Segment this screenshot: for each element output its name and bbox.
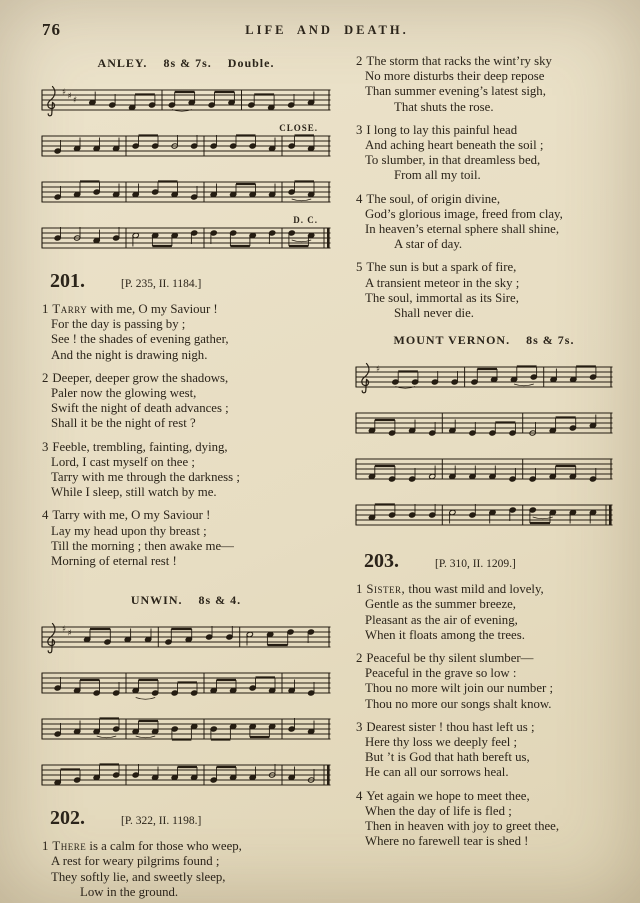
music-staff xyxy=(40,706,332,752)
verse-line: While I sleep, still watch by me. xyxy=(51,485,217,500)
tune-meter: 8s & 7s. xyxy=(163,56,212,70)
verse-line: Thou no more our songs shalt know. xyxy=(365,696,552,711)
hymn-202-continuation-verses xyxy=(354,54,614,321)
verse-line: Then in heaven with joy to greet thee, xyxy=(365,819,560,834)
staff-row xyxy=(40,752,332,798)
svg-text:♯: ♯ xyxy=(376,364,381,375)
staff-direction-label: CLOSE. xyxy=(279,123,318,133)
verse-line: Shall it be the night of rest ? xyxy=(51,416,196,431)
staff-row xyxy=(40,706,332,752)
verse-line: Than summer evening’s latest sigh, xyxy=(365,84,546,99)
tune-extra: Double. xyxy=(227,56,275,70)
verse xyxy=(40,440,332,501)
tune-name: UNWIN. xyxy=(130,593,183,608)
staff-direction-label: D. C. xyxy=(293,215,318,225)
verse-line: 1 Tarry with me, O my Saviour ! xyxy=(42,302,218,316)
svg-text:♯: ♯ xyxy=(73,95,78,106)
verse-number: 5 xyxy=(356,260,363,275)
svg-text:♯: ♯ xyxy=(62,624,67,635)
hymn-reference: [P. 235, II. 1184.] xyxy=(121,278,202,290)
verse-number: 1 xyxy=(356,582,363,597)
verse-line: A star of day. xyxy=(394,237,463,252)
verse xyxy=(354,260,614,321)
verse xyxy=(40,371,332,432)
verse xyxy=(354,192,614,253)
verse-line: 1 Sister, thou wast mild and lovely, xyxy=(356,582,544,597)
svg-text:♯: ♯ xyxy=(67,91,72,102)
verse-line: When it floats among the trees. xyxy=(365,627,525,642)
lead-word: Sister, xyxy=(366,582,406,597)
verse-number: 4 xyxy=(356,191,363,206)
tune-meter: 8s & 4. xyxy=(198,593,242,608)
staff-row xyxy=(354,446,614,492)
verse-number: 3 xyxy=(356,122,363,137)
verse-line: 3 I long to lay this painful head xyxy=(356,122,518,137)
music-staff xyxy=(40,215,332,261)
hymn-203-heading xyxy=(354,550,614,573)
verse xyxy=(354,651,614,712)
staff-row xyxy=(354,400,614,446)
verse-line: Gentle as the summer breeze, xyxy=(365,597,517,612)
verse-line: They softly lie, and sweetly sleep, xyxy=(51,869,226,884)
verse-line: And aching heart beneath the soil ; xyxy=(365,138,544,153)
verse-line: 2 Deeper, deeper grow the shadows, xyxy=(42,370,229,385)
verse-line: And the night is drawing nigh. xyxy=(51,347,208,362)
treble-clef-icon xyxy=(362,364,369,393)
verse-line: The soul, immortal as its Sire, xyxy=(365,290,519,305)
tune-heading-unwin xyxy=(40,593,332,608)
lead-word: There xyxy=(52,839,87,854)
verse-line: To slumber, in that dreamless bed, xyxy=(365,153,541,168)
verse-line: Till the morning ; then awake me— xyxy=(51,538,234,553)
verse xyxy=(354,123,614,184)
svg-text:♯: ♯ xyxy=(62,87,67,98)
verse-line: Where no farewell tear is shed ! xyxy=(365,834,529,849)
left-column xyxy=(40,54,332,903)
verse xyxy=(354,720,614,781)
verse-line: Pleasant as the air of evening, xyxy=(365,612,518,627)
tune-heading-mount-vernon xyxy=(354,333,614,348)
verse-line: Morning of eternal rest ! xyxy=(51,554,177,569)
treble-clef-icon xyxy=(48,624,55,653)
hymn-201-heading xyxy=(40,270,332,293)
verse-line: That shuts the rose. xyxy=(394,99,494,114)
tune-name: ANLEY. xyxy=(97,56,148,70)
music-staff xyxy=(40,614,332,660)
staff-row xyxy=(40,169,332,215)
two-column-layout xyxy=(40,54,614,903)
verse-line: But ’t is God that hath bereft us, xyxy=(365,750,530,765)
verse-line: 4 The soul, of origin divine, xyxy=(356,191,501,206)
hymn-201-verses xyxy=(40,302,332,569)
verse-line: God’s glorious image, freed from clay, xyxy=(365,206,563,221)
staff-row xyxy=(40,660,332,706)
staff-row xyxy=(354,354,614,400)
verse-line: 2 The storm that racks the wint’ry sky xyxy=(356,54,552,68)
music-unwin xyxy=(40,614,332,798)
hymn-202-verses xyxy=(40,839,332,900)
verse-line: Shall never die. xyxy=(394,306,474,321)
verse-line: 4 Yet again we hope to meet thee, xyxy=(356,788,530,803)
tune-meter: 8s & 7s. xyxy=(526,333,575,348)
lead-word: Tarry xyxy=(52,302,88,316)
music-staff xyxy=(40,77,332,123)
verse-number: 2 xyxy=(356,54,363,68)
verse-line: For the day is passing by ; xyxy=(51,317,186,332)
tune-name: MOUNT VERNON. xyxy=(393,333,511,348)
verse-line: 3 Feeble, trembling, fainting, dying, xyxy=(42,439,228,454)
verse xyxy=(354,582,614,643)
verse-line: Paler now the glowing west, xyxy=(51,386,197,401)
hymn-number: 201. xyxy=(50,270,85,292)
right-column xyxy=(354,54,614,903)
verse-line: 3 Dearest sister ! thou hast left us ; xyxy=(356,719,535,734)
staff-row xyxy=(40,614,332,660)
music-staff xyxy=(40,660,332,706)
music-staff xyxy=(354,446,614,492)
music-anley xyxy=(40,77,332,261)
hymn-203-verses xyxy=(354,582,614,849)
verse-line: Thou no more wilt join our number ; xyxy=(365,681,554,696)
music-mount-vernon xyxy=(354,354,614,538)
verse-line: In heaven’s eternal sphere shall shine, xyxy=(365,222,560,237)
verse-line: 5 The sun is but a spark of fire, xyxy=(356,260,517,275)
staff-row xyxy=(40,123,332,169)
music-staff xyxy=(40,752,332,798)
music-staff xyxy=(40,169,332,215)
staff-row xyxy=(40,77,332,123)
verse-line: Lay my head upon thy breast ; xyxy=(51,523,207,538)
staff-row xyxy=(354,492,614,538)
staff-row xyxy=(40,215,332,261)
page-number: 76 xyxy=(42,20,61,39)
verse xyxy=(354,789,614,850)
verse-line: No more disturbs their deep repose xyxy=(365,69,545,84)
verse xyxy=(40,839,332,900)
music-staff xyxy=(354,354,614,400)
verse-line: 2 Peaceful be thy silent slumber— xyxy=(356,651,534,666)
verse-number: 4 xyxy=(42,508,49,523)
hymn-reference: [P. 322, II. 1198.] xyxy=(121,815,202,828)
verse-line: From all my toil. xyxy=(394,168,481,183)
verse-line: Swift the night of death advances ; xyxy=(51,401,229,416)
hymn-202-heading xyxy=(40,807,332,830)
verse-line: Low in the ground. xyxy=(80,884,179,899)
verse-line: Here thy loss we deeply feel ; xyxy=(365,735,518,750)
verse-line: 1 There is a calm for those who weep, xyxy=(42,839,242,854)
hymn-number: 202. xyxy=(50,807,85,830)
hymn-number: 203. xyxy=(364,550,399,573)
verse-number: 3 xyxy=(42,439,49,454)
verse-line: Lord, I cast myself on thee ; xyxy=(51,454,195,469)
verse xyxy=(40,302,332,363)
verse-number: 3 xyxy=(356,719,363,734)
music-staff xyxy=(354,492,614,538)
verse-number: 1 xyxy=(42,302,49,316)
verse xyxy=(40,508,332,569)
verse-line: 4 Tarry with me, O my Saviour ! xyxy=(42,508,211,523)
verse-line: A rest for weary pilgrims found ; xyxy=(51,854,220,869)
running-head: LIFE AND DEATH. xyxy=(245,23,409,37)
verse-line: He can all our sorrows heal. xyxy=(365,765,509,780)
verse-line: A transient meteor in the sky ; xyxy=(365,275,520,290)
verse-number: 1 xyxy=(42,839,49,854)
svg-text:♯: ♯ xyxy=(67,628,72,639)
verse xyxy=(354,54,614,115)
music-staff xyxy=(354,400,614,446)
hymn-reference: [P. 310, II. 1209.] xyxy=(435,558,516,571)
verse-line: When the day of life is fled ; xyxy=(365,803,512,818)
verse-line: Peaceful in the grave so low : xyxy=(365,666,517,681)
verse-line: Tarry with me through the darkness ; xyxy=(51,470,240,485)
verse-line: See ! the shades of evening gather, xyxy=(51,332,229,347)
page-header xyxy=(40,20,614,42)
treble-clef-icon xyxy=(48,87,55,116)
verse-number: 4 xyxy=(356,788,363,803)
tune-heading-anley xyxy=(40,56,332,71)
verse-number: 2 xyxy=(42,370,49,385)
verse-number: 2 xyxy=(356,651,363,666)
